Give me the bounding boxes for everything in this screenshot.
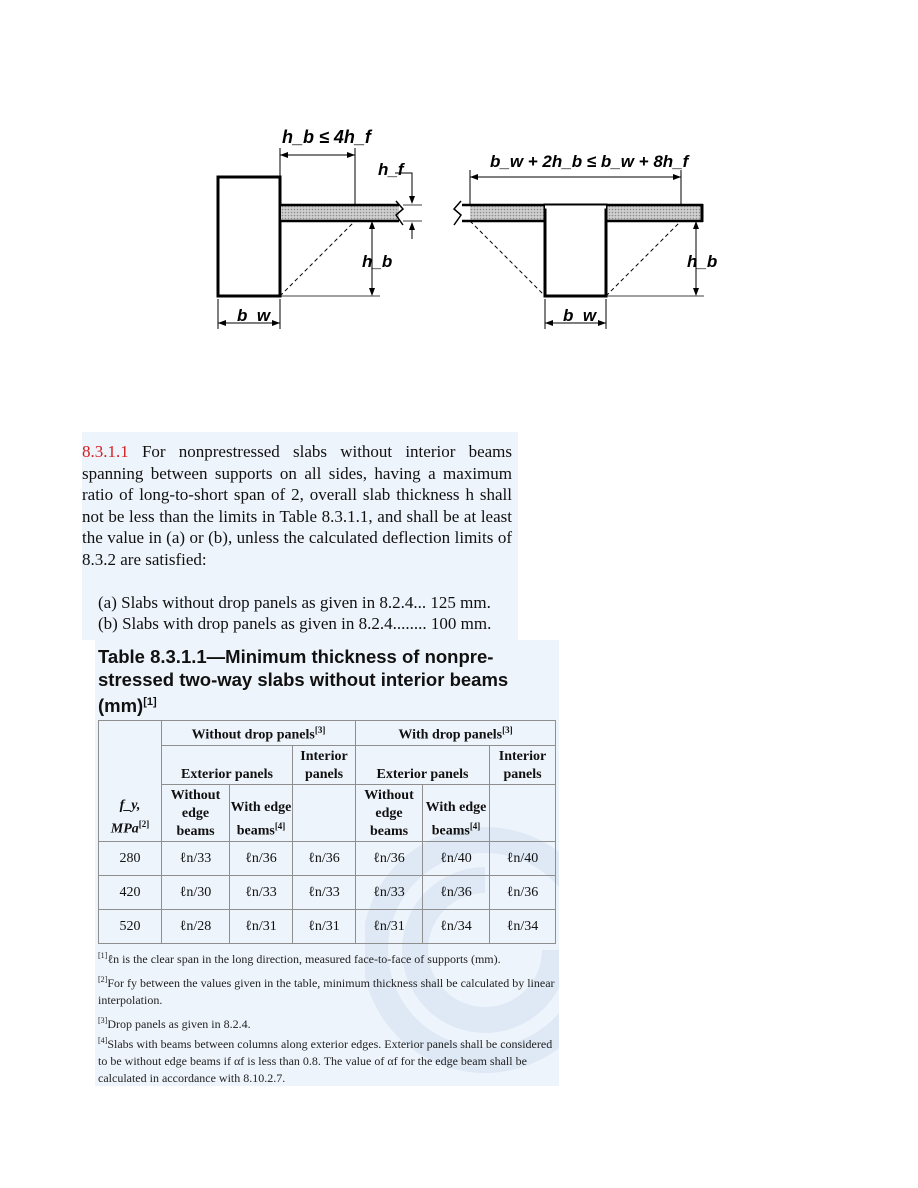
item-a: (a) Slabs without drop panels as given in 8.2.4... 125 mm. (98, 593, 491, 612)
table-cell: ℓn/33 (293, 876, 356, 910)
table-cell: ℓn/40 (490, 842, 556, 876)
interior-panels-header: Interior panels (490, 746, 556, 785)
right-width-label: b_w + 2h_b ≤ b_w + 8h_f (490, 152, 689, 171)
section-paragraph (82, 441, 512, 570)
fy-value: 520 (99, 910, 162, 944)
table-cell: ℓn/30 (162, 876, 230, 910)
fy-value: 420 (99, 876, 162, 910)
interior-beam-section (454, 152, 717, 329)
table-row (99, 910, 556, 944)
table-cell: ℓn/33 (162, 842, 230, 876)
table-cell: ℓn/40 (423, 842, 490, 876)
flange-width-diagram (200, 115, 720, 340)
without-edge-beams-header: Without edge beams (356, 785, 423, 842)
item-b: (b) Slabs with drop panels as given in 8.2.4........ 100 mm. (98, 614, 492, 633)
group-with-drop-panels: With drop panels[3] (356, 721, 556, 746)
table-row (99, 842, 556, 876)
table-cell: ℓn/31 (356, 910, 423, 944)
blank-header (293, 785, 356, 842)
left-depth-label: h_b (362, 252, 393, 271)
table-cell: ℓn/36 (356, 842, 423, 876)
left-overhang-label: h_b ≤ 4h_f (282, 127, 371, 147)
table-cell: ℓn/34 (423, 910, 490, 944)
fy-value: 280 (99, 842, 162, 876)
table-cell: ℓn/36 (230, 842, 293, 876)
interior-panels-header: Interior panels (293, 746, 356, 785)
table-cell: ℓn/36 (293, 842, 356, 876)
table-note-1: [1]ℓn is the clear span in the long direction, measured face-to-face of supports (mm). (98, 951, 501, 966)
table-note-3: [3]Drop panels as given in 8.2.4. (98, 1016, 251, 1031)
table-row (99, 876, 556, 910)
table-cell: ℓn/31 (293, 910, 356, 944)
exterior-panels-header: Exterior panels (162, 746, 293, 785)
table-note-4: [4]Slabs with beams between columns along exterior edges. Exterior panels shall be considered to be without edge beams if αf is less than 0.8. The value of αf for the edge beam shall be calculated in accordance with 8.10.2.7. (98, 1036, 553, 1085)
min-thickness-table (98, 720, 556, 944)
table-cell: ℓn/33 (356, 876, 423, 910)
table-note-2: [2]For fy between the values given in the table, minimum thickness shall be calculated by linear interpolation. (98, 975, 555, 1007)
left-flange-label: h_f (378, 160, 404, 179)
table-cell: ℓn/31 (230, 910, 293, 944)
table-cell: ℓn/34 (490, 910, 556, 944)
left-web-label: b_w (237, 306, 271, 325)
table-cell: ℓn/36 (423, 876, 490, 910)
section-text: For nonprestressed slabs without interior beams spanning between supports on all sides, having a maximum ratio of long-to-short span of 2, overall slab thickness h shall not be less than the limits in Table 8.3.1.1, and shall be at least the value in (a) or (b), unless the calculated deflection limits of 8.3.2 are satisfied: (82, 442, 513, 569)
group-without-drop-panels: Without drop panels[3] (162, 721, 356, 746)
fy-header: f_y, MPa[2] (99, 721, 162, 842)
blank-header (490, 785, 556, 842)
section-number: 8.3.1.1 (82, 442, 129, 461)
section-8-3-1-1 (82, 432, 518, 640)
with-edge-beams-header: With edge beams[4] (423, 785, 490, 842)
right-web-label: b_w (563, 306, 597, 325)
without-edge-beams-header: Without edge beams (162, 785, 230, 842)
right-depth-label: h_b (687, 252, 718, 271)
table-cell: ℓn/28 (162, 910, 230, 944)
table-block (95, 640, 559, 1086)
table-cell: ℓn/33 (230, 876, 293, 910)
table-cell: ℓn/36 (490, 876, 556, 910)
table-title: Table 8.3.1.1—Minimum thickness of nonpre-stressed two-way slabs without interior beams (mm)[1] (98, 646, 509, 717)
edge-beam-section (218, 127, 422, 329)
exterior-panels-header: Exterior panels (356, 746, 490, 785)
with-edge-beams-header: With edge beams[4] (230, 785, 293, 842)
